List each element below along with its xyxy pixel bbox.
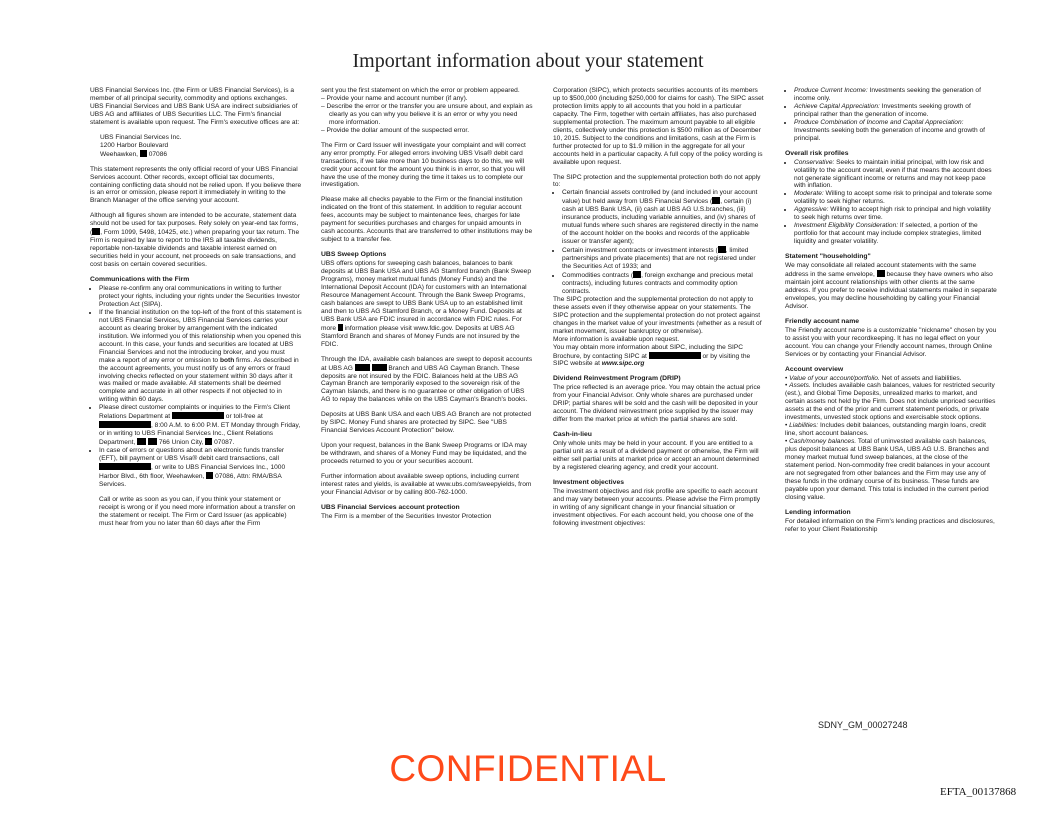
list-item: – Provide your name and account number (if any). (329, 95, 533, 103)
redaction (355, 364, 370, 371)
householding-text: We may consolidate all related account statements with the same address in the same envelope, because they have owners who also maintain joint account relationships with other clients at the same address. If you prefer to receive individual statements mailed in separate envelopes, you may decline householding by calling your Financial Advisor. (785, 262, 997, 310)
list-item: • Please re-confirm any oral communications in writing to further protect your rights, including your rights under the Securities Investor Protection Act (SIPA). (99, 285, 302, 309)
cash-in-lieu-text: Only whole units may be held in your account. If you are entitled to a partial unit as a result of a dividend payment or otherwise, the Firm will either sell partial units at market price or accept an amount determined by a registered clearing agency, and credit your account. (553, 440, 759, 471)
redaction (877, 270, 885, 277)
sipc-text: Corporation (SIPC), which protects securities accounts of its members up to $500,000 (including $250,000 for claims for cash). The SIPC asset protection limits apply to all accounts that you hold in a particular capacity. The Firm, together with certain affiliates, has also purchased supplemental protection. The maximum amount payable to all eligible clients, collectively under this protection is $500 million as of December 10, 2015. Subject to the conditions and limitations, cash at the Firm is further protected for up to $1.9 million in the aggregate for all your accounts held in a particular capacity. A full copy of the policy wording is available upon request. (553, 87, 764, 166)
checks-text: Please make all checks payable to the Firm or the financial institution indicated on the front of this statement. In addition to regular account fees, accounts may be subject to maintenance fees, charges for late payment for securities purchases and charges for unpaid amounts in cash accounts. Accounts that are transferred to other institutions may be subject to a transfer fee. (321, 196, 533, 244)
call-or-write-text: Call or write as soon as you can, if you think your statement or receipt is wrong or if you need more information about a transfer on the statement or receipt. The Firm or Card Issuer (as applicable) must hear from you no later than 60 days after the Firm (99, 495, 296, 527)
firm-address: UBS Financial Services Inc. 1200 Harbor Boulevard Weehawken, 07086 (100, 133, 182, 158)
list-item: • In case of errors or questions about an electronic funds transfer (EFT), bill payment or UBS Visa® debit card transactions, call , or write to UBS Financial Services Inc., 1000 Harbor Blvd., 6th floor, Weehawken, 07086, Attn: RMA/BSA Services. (99, 447, 302, 489)
list-item: • If the financial institution on the top-left of the front of this statement is not UBS Financial Services, UBS Financial Services carries your account as clearing broker by arrangement with the indicated institution. We informed you of this relationship when you opened this account. In this case, your funds and securities are located at UBS Financial Services and not the introducing broker, and you must make a report of any error or omission to both firms. As described in the account agreements, you must notify us of any errors or fraud involving checks reflected on your statement within 30 days after it was mailed or made available. All statements shall be deemed complete and accurate in all other respects if not objected to in writing within 60 days. (99, 309, 302, 404)
objectives-list (785, 87, 997, 143)
section-heading-investment-objectives: Investment objectives (553, 478, 625, 486)
list-item: • Liabilities: Includes debit balances, outstanding margin loans, credit line, short account balances. (785, 422, 986, 438)
list-item: • Produce Combination of Income and Capital Appreciation: Investments seeking both the generation of income and growth of principal. (794, 119, 997, 143)
investment-objectives-text: The investment objectives and risk profile are specific to each account and may vary between your accounts. Please advise the Firm promptly in writing of any significant change in your financial situation or investment objectives. For each account held, you choose one of the following investment objectives: (553, 487, 761, 527)
sipc-info-text: You may obtain more information about SIPC, including the SIPC Brochure, by contacting SIPC at or by visiting the SIPC website at www.sipc.org (553, 343, 751, 368)
list-item: • Produce Current Income: Investments seeking the generation of income only. (794, 87, 997, 103)
section-heading-risk: Overall risk profiles (785, 149, 849, 157)
drip-text: The price reflected is an average price. You may obtain the actual price from your Financial Advisor. Only whole shares are purchased under DRIP; partial shares will be sold and the cash will be deposited in your account. The dividend reinvestment price supplied by the issuer may differ from the market price at which the partial shares are sold. (553, 384, 761, 424)
tax-text: Although all figures shown are intended to be accurate, statement data should not be used for tax purposes. Rely solely on year-end tax forms, ( , Form 1099, 5498, 10425, etc.) when preparing your tax return. The Firm is required by law to report to the IRS all taxable dividends, reportable non-taxable dividends and taxable interest earned on securities held in your account, net proceeds on sale transactions, and cost basis on certain covered securities. (90, 212, 300, 269)
list-item: • Conservative: Seeks to maintain initial principal, with low risk and volatility to the account overall, even if that means the account does not generate significant income or returns and may not keep pace with inflation. (794, 159, 997, 191)
redaction (649, 352, 701, 359)
list-item: – Provide the dollar amount of the suspected error. (329, 127, 533, 135)
section-heading-drip: Dividend Reinvestment Program (DRIP) (553, 375, 681, 383)
list-item: • Assets. Includes available cash balances, values for restricted security (est.), and Global Time Deposits, unrealized marks to market, and certain assets not held by the Firm. Does not include unpriced securities assets at the end of the prior and current statement periods, or private investments, unvested stock options and exercisable stock options. (785, 382, 996, 422)
redaction (205, 438, 212, 445)
error-report-list (321, 95, 533, 135)
redaction (372, 364, 387, 371)
column-4 (785, 87, 997, 541)
redaction (206, 472, 213, 479)
column-3: Corporation (SIPC), which protects securities accounts of its members up to $500,000 (including $250,000 for claims for cash). The SIPC asset protection limits apply to all accounts that you hold in a particular capacity. The Firm, together with certain affiliates, has also purchased supplemental protection. The maximum amount payable to all eligible clients, collectively under this protection is $500 million as of December 10, 2015. Subject to the conditions and limitations, cash at the Firm is further protected for up to $1.9 million in the aggregate for all your accounts held in a particular capacity. A full copy of the policy wording is available upon request. The SIPC protection and the supplemental protection both do not apply to: • Certain financial assets controlled by (and included in your account value) but held away from UBS Financial Services ( , certain (i) cash at UBS Bank USA, (ii) cash at UBS AG U.S.branches, (iii) insurance products, including variable annuities, and (iv) shares of mutual funds where such shares are registered directly in the name of the account holder on the books and records of the applicable issuer or transfer agent); • Certain investment contracts or investment interests ( , limited partnerships and private placements) that are not registered under the Securities Act of 1933; and • Commodities contracts ( , foreign exchange and precious metal contracts), including futures contracts and commodity option contracts. The SIPC protection and the supplemental protection do not apply to these assets even if they otherwise appear on your statements. The SIPC protection and the supplemental protection do not protect against changes in the market value of your investments (whether as a result of market movement, issuer bankruptcy or otherwise). More information is available upon request. You may obtain more information about SIPC, including the SIPC Brochure, by contacting SIPC at or by visiting the SIPC website at www.sipc.org Dividend Reinvestment Program (DRIP) The price reflected is an average price. You may obtain the actual price from your Financial Advisor. Only whole shares are purchased under DRIP; partial shares will be sold and the cash will be deposited in your account. The dividend reinvestment price supplied by the issuer may differ from the market price at which the partial shares are sold. Cash-in-lieu Only whole units may be held in your account. If you are entitled to a partial unit as a result of a dividend payment or otherwise, the Firm will either sell partial units at market price or accept an amount determined by a registered clearing agency, and credit your account. Investment objectives The investment objectives and risk profile are specific to each account and may vary between your accounts. Please advise the Firm promptly in writing of any significant change in your financial situation or investment objectives. For each account held, you choose one of the following investment objectives: (553, 87, 765, 535)
protection-text: The Firm is a member of the Securities Investor Protection (321, 512, 492, 520)
redaction (172, 412, 224, 419)
sweep-info-text: Further information about available sweep options, including current interest rates and yields, is available at www.ubs.com/sweepyields, from your Financial Advisor or by calling 800-762-1000. (321, 473, 532, 496)
redaction (92, 228, 100, 235)
redaction (148, 438, 157, 445)
list-item: • Please direct customer complaints or inquiries to the Firm's Client Relations Department at or toll-free at , 8:00 A.M. to 6:00 P.M. ET Monday through Friday, or in writing to UBS Financial Services Inc., Client Relations Department, 766 Union City, 07087. (99, 404, 302, 447)
sipc-link[interactable]: www.sipc.org (601, 360, 645, 368)
redaction (99, 463, 151, 470)
list-item: • Commodities contracts ( , foreign exchange and precious metal contracts), including futures contracts and commodity option contracts. (562, 271, 765, 296)
column-1 (90, 87, 302, 535)
list-item: • Certain financial assets controlled by (and included in your account value) but held away from UBS Financial Services ( , certain (i) cash at UBS Bank USA, (ii) cash at UBS AG U.S.branches, (iii) insurance products, including variable annuities, and (iv) shares of mutual funds where such shares are registered directly in the name of the account holder on the books and records of the applicable issuer or transfer agent); (562, 189, 765, 246)
redaction (633, 271, 641, 278)
redaction (140, 150, 147, 157)
section-heading-cash-in-lieu: Cash-in-lieu (553, 431, 592, 439)
redaction (338, 324, 343, 331)
bates-number: SDNY_GM_00027248 (818, 720, 908, 730)
list-item: • Investment Eligibility Consideration: If selected, a portion of the portfolio for that account may include complex strategies, limited liquidity and greater volatility. (794, 222, 997, 246)
deposit-protection-text: Deposits at UBS Bank USA and each UBS AG Branch are not protected by SIPC. Money Fund shares are protected by SIPC. See "UBS Financial Services Account Protection" below. (321, 411, 532, 435)
sweep-text: UBS offers options for sweeping cash balances, balances to bank deposits at UBS Bank USA and UBS AG Stamford branch (Bank Sweep Programs), money market mutual funds (Money Funds) and the International Deposit Account (IDA) for customers with an International Resource Management Account. Through the Bank Sweep Programs, cash balances are swept to UBS Bank USA up to an established limit and then to UBS AG Stamford Branch, or a Money Fund. Deposits at UBS Bank USA are FDIC insured in accordance with FDIC rules. For more information please visit www.fdic.gov. Deposits at UBS AG Stamford Branch and shares of Money Funds are not insured by the FDIC. (321, 260, 532, 348)
list-item: • Cash/money balances. Total of uninvested available cash balances, plus deposit balances at UBS Bank USA, UBS AG U.S. Branches and money market mutual fund sweep balances, at the close of the statement period. Non-commodity free credit balances in your account are not segregated from other balances and the Firm may use any of these funds in the ordinary course of its business. These funds are payable upon your demand. This total is included in the current period closing value. (785, 438, 990, 501)
column-2: sent you the first statement on which the error or problem appeared. – Provide your name and account number (if any). – Describe the error or the transfer you are unsure about, and explain as clearly as you can why you believe it is an error or why you need more information. – Provide the dollar amount of the suspected error. The Firm or Card Issuer will investigate your complaint and will correct any error promptly. For alleged errors involving UBS Visa® debit card transactions, if we take more than 10 business days to do this, we will credit your account for the amount you think is in error, so that you will have the use of the money during the time it takes us to complete our investigation. Please make all checks payable to the Firm or the financial institution indicated on the front of this statement. In addition to regular account fees, accounts may be subject to maintenance fees, charges for late payment for securities purchases and charges for unpaid amounts in cash accounts. Accounts that are transferred to other institutions may be subject to a transfer fee. UBS Sweep Options UBS offers options for sweeping cash balances, balances to bank deposits at UBS Bank USA and UBS AG Stamford branch (Bank Sweep Programs), money market mutual funds (Money Funds) and the International Deposit Account (IDA) for customers with an International Resource Management Account. Through the Bank Sweep Programs, cash balances are swept to UBS Bank USA up to an established limit and then to UBS AG Stamford Branch, or a Money Fund. Deposits at UBS Bank USA are FDIC insured in accordance with FDIC rules. For more information please visit www.fdic.gov. Deposits at UBS AG Stamford Branch and shares of Money Funds are not insured by the FDIC. Through the IDA, available cash balances are swept to deposit accounts at UBS AG Branch and UBS AG Cayman Branch. These deposits are not insured by the FDIC. Balances held at the UBS AG Cayman Branch are temporarily exposed to the sovereign risk of the Cayman Islands, and there is no guarantee or other obligation of UBS AG to repay the balances while on the UBS Cayman's Branch's books. Deposits at UBS Bank USA and each UBS AG Branch are not protected by SIPC. Money Fund shares are protected by SIPC. See "UBS Financial Services Account Protection" below. Upon your request, balances in the Bank Sweep Programs or IDA may be withdrawn, and shares of a Money Fund may be liquidated, and the proceeds returned to you or your securities account. Further information about available sweep options, including current interest rates and yields, is available at www.ubs.com/sweepyields, from your Financial Advisor or by calling 800-762-1000. UBS Financial Services account protection The Firm is a member of the Securities Investor Protection (321, 87, 533, 528)
sipc-not-apply-text: The SIPC protection and the supplemental protection both do not apply to: (553, 173, 761, 189)
redaction (137, 438, 146, 445)
section-heading-communications: Communications with the Firm (90, 276, 190, 284)
efta-number: EFTA_00137868 (940, 786, 1017, 798)
redaction (718, 246, 726, 253)
withdrawal-text: Upon your request, balances in the Bank Sweep Programs or IDA may be withdrawn, and shares of a Money Fund may be liquidated, and the proceeds returned to you or your securities account. (321, 442, 527, 466)
section-heading-lending: Lending information (785, 508, 851, 516)
sipc-market-text: The SIPC protection and the supplemental protection do not apply to these assets even if they otherwise appear on your statements. The SIPC protection and the supplemental protection do not protect against changes in the market value of your investments (whether as a result of market movement, issuer bankruptcy or otherwise). (553, 295, 762, 335)
confidential-stamp: CONFIDENTIAL (389, 748, 667, 789)
redaction (99, 421, 151, 428)
friendly-name-text: The Friendly account name is a customizable "nickname" chosen by you to assist you with your recordkeeping. It has no legal effect on your account. You can change your Friendly account names, through Online Services or by contacting your Financial Advisor. (785, 326, 997, 358)
list-item: – Describe the error or the transfer you are unsure about, and explain as clearly as you can why you believe it is an error or why you need more information. (329, 103, 533, 127)
overview-items (785, 375, 997, 502)
list-item: • Achieve Capital Appreciation: Investments seeking growth of principal rather than the generation of income. (794, 103, 997, 119)
investigation-text: The Firm or Card Issuer will investigate your complaint and will correct any error promptly. For alleged errors involving UBS Visa® debit card transactions, if we take more than 10 business days to do this, we will credit your account for the amount you think is in error, so that you will have the use of the money during the time it takes us to complete our investigation. (321, 141, 526, 189)
list-item: • Value of your account/portfolio. Net of assets and liabilities. (785, 374, 962, 382)
section-heading-friendly-name: Friendly account name (785, 317, 860, 325)
sipc-exclusions-list (553, 189, 765, 295)
section-heading-overview: Account overview (785, 365, 844, 373)
list-item: • Aggressive: Willing to accept high risk to principal and high volatility to seek high returns over time. (794, 206, 997, 222)
page-title: Important information about your statement (352, 50, 704, 72)
list-item: • Certain investment contracts or investment interests ( , limited partnerships and private placements) that are not registered under the Securities Act of 1933; and (562, 246, 765, 271)
lending-text: For detailed information on the Firm's lending practices and disclosures, refer to your Client Relationship (785, 517, 995, 533)
section-heading-sweep: UBS Sweep Options (321, 251, 387, 259)
section-heading-protection: UBS Financial Services account protection (321, 503, 460, 511)
risk-list (785, 159, 997, 246)
official-record-text: This statement represents the only official record of your UBS Financial Services account. Other records, except official tax documents, containing conflicting data should not be relied upon. If you believe there is an error or omission, please report it immediately in writing to the Branch Manager of the office serving your account. (90, 165, 302, 205)
ida-text: Through the IDA, available cash balances are swept to deposit accounts at UBS AG Branch and UBS AG Cayman Branch. These deposits are not insured by the FDIC. Balances held at the UBS AG Cayman Branch are temporarily exposed to the sovereign risk of the Cayman Islands, and there is no guarantee or other obligation of UBS AG to repay the balances while on the UBS Cayman's Branch's books. (321, 355, 533, 404)
communications-list (90, 285, 302, 489)
list-item: • Moderate: Willing to accept some risk to principal and tolerate some volatility to seek higher returns. (794, 190, 997, 206)
section-heading-householding: Statement "householding" (785, 253, 871, 261)
firm-intro: UBS Financial Services Inc. (the Firm or UBS Financial Services), is a member of all principal security, commodity and options exchanges. UBS Financial Services and UBS Bank USA are indirect subsidiaries of UBS AG and affiliates of UBS Securities LLC. The Firm's financial statement is available upon request. The Firm's executive offices are at: (90, 87, 300, 126)
